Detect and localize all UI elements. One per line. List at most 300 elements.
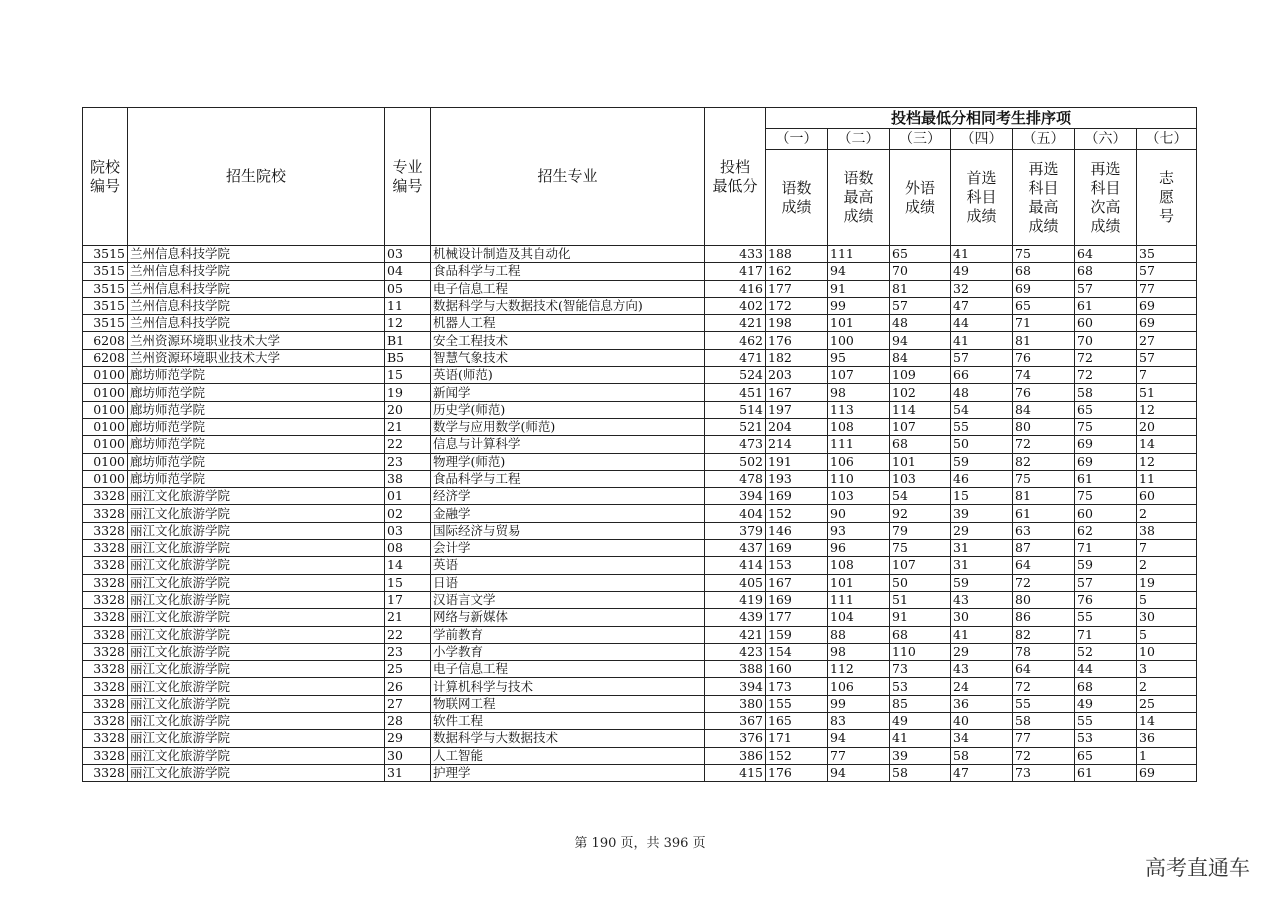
- cell-min-score: 414: [705, 557, 766, 574]
- cell-school-name: 丽江文化旅游学院: [128, 695, 385, 712]
- cell-school-code: 3515: [83, 246, 128, 263]
- cell-score-first: 44: [951, 315, 1013, 332]
- cell-wish-no: 3: [1137, 661, 1197, 678]
- cell-school-name: 丽江文化旅游学院: [128, 505, 385, 522]
- cell-score-second-next: 57: [1075, 574, 1137, 591]
- cell-score-yushu-max: 93: [828, 522, 890, 539]
- cell-score-first: 55: [951, 418, 1013, 435]
- cell-school-code: 0100: [83, 453, 128, 470]
- cell-major-code: 31: [385, 764, 431, 781]
- cell-major-name: 食品科学与工程: [431, 470, 705, 487]
- cell-school-name: 丽江文化旅游学院: [128, 713, 385, 730]
- cell-score-foreign: 85: [890, 695, 951, 712]
- cell-major-code: 03: [385, 522, 431, 539]
- header-order-5: （五）: [1013, 129, 1075, 150]
- cell-score-foreign: 109: [890, 367, 951, 384]
- cell-score-yushu-max: 94: [828, 764, 890, 781]
- cell-score-foreign: 110: [890, 643, 951, 660]
- table-row: [83, 332, 1197, 349]
- cell-school-code: 3328: [83, 643, 128, 660]
- cell-score-yushu: 177: [766, 280, 828, 297]
- cell-major-code: B1: [385, 332, 431, 349]
- cell-score-first: 24: [951, 678, 1013, 695]
- cell-score-first: 57: [951, 349, 1013, 366]
- cell-score-yushu-max: 90: [828, 505, 890, 522]
- cell-min-score: 462: [705, 332, 766, 349]
- cell-score-foreign: 51: [890, 591, 951, 608]
- cell-score-second-next: 60: [1075, 505, 1137, 522]
- cell-wish-no: 5: [1137, 591, 1197, 608]
- cell-school-name: 丽江文化旅游学院: [128, 643, 385, 660]
- cell-score-first: 49: [951, 263, 1013, 280]
- cell-major-name: 数据科学与大数据技术: [431, 730, 705, 747]
- cell-wish-no: 27: [1137, 332, 1197, 349]
- cell-major-name: 物理学(师范): [431, 453, 705, 470]
- cell-wish-no: 10: [1137, 643, 1197, 660]
- cell-score-first: 29: [951, 643, 1013, 660]
- cell-score-yushu-max: 104: [828, 609, 890, 626]
- cell-school-name: 丽江文化旅游学院: [128, 661, 385, 678]
- cell-score-second-max: 75: [1013, 470, 1075, 487]
- cell-score-first: 43: [951, 591, 1013, 608]
- cell-score-second-max: 81: [1013, 332, 1075, 349]
- cell-min-score: 394: [705, 488, 766, 505]
- table-row: [83, 401, 1197, 418]
- cell-score-first: 46: [951, 470, 1013, 487]
- cell-school-name: 丽江文化旅游学院: [128, 764, 385, 781]
- cell-school-name: 丽江文化旅游学院: [128, 730, 385, 747]
- cell-school-name: 丽江文化旅游学院: [128, 591, 385, 608]
- cell-score-second-max: 77: [1013, 730, 1075, 747]
- cell-wish-no: 14: [1137, 436, 1197, 453]
- cell-score-yushu: 193: [766, 470, 828, 487]
- cell-school-name: 廊坊师范学院: [128, 470, 385, 487]
- cell-wish-no: 2: [1137, 505, 1197, 522]
- cell-score-foreign: 79: [890, 522, 951, 539]
- cell-score-first: 31: [951, 557, 1013, 574]
- cell-wish-no: 51: [1137, 384, 1197, 401]
- cell-min-score: 405: [705, 574, 766, 591]
- cell-min-score: 386: [705, 747, 766, 764]
- cell-score-first: 59: [951, 574, 1013, 591]
- cell-wish-no: 35: [1137, 246, 1197, 263]
- table-row: [83, 522, 1197, 539]
- cell-score-second-max: 78: [1013, 643, 1075, 660]
- header-order-6: （六）: [1075, 129, 1137, 150]
- cell-major-name: 软件工程: [431, 713, 705, 730]
- cell-score-first: 15: [951, 488, 1013, 505]
- cell-score-second-max: 86: [1013, 609, 1075, 626]
- cell-school-name: 兰州信息科技学院: [128, 263, 385, 280]
- cell-score-first: 43: [951, 661, 1013, 678]
- table-row: [83, 349, 1197, 366]
- cell-major-code: 05: [385, 280, 431, 297]
- table-row: [83, 418, 1197, 435]
- cell-major-name: 电子信息工程: [431, 280, 705, 297]
- cell-score-first: 30: [951, 609, 1013, 626]
- cell-major-name: 历史学(师范): [431, 401, 705, 418]
- table-row: [83, 470, 1197, 487]
- cell-score-foreign: 75: [890, 540, 951, 557]
- cell-school-name: 丽江文化旅游学院: [128, 609, 385, 626]
- cell-score-yushu-max: 95: [828, 349, 890, 366]
- cell-wish-no: 60: [1137, 488, 1197, 505]
- cell-score-second-next: 69: [1075, 453, 1137, 470]
- cell-major-code: 08: [385, 540, 431, 557]
- cell-min-score: 419: [705, 591, 766, 608]
- cell-score-second-next: 55: [1075, 713, 1137, 730]
- cell-score-yushu-max: 111: [828, 246, 890, 263]
- header-order-1: （一）: [766, 129, 828, 150]
- cell-school-code: 3328: [83, 678, 128, 695]
- cell-score-second-max: 72: [1013, 574, 1075, 591]
- cell-wish-no: 5: [1137, 626, 1197, 643]
- cell-score-second-max: 69: [1013, 280, 1075, 297]
- cell-score-foreign: 84: [890, 349, 951, 366]
- cell-major-name: 电子信息工程: [431, 661, 705, 678]
- cell-score-yushu: 154: [766, 643, 828, 660]
- cell-wish-no: 69: [1137, 764, 1197, 781]
- cell-major-name: 安全工程技术: [431, 332, 705, 349]
- cell-school-code: 3328: [83, 626, 128, 643]
- table-row: [83, 609, 1197, 626]
- cell-major-code: 20: [385, 401, 431, 418]
- cell-major-name: 汉语言文学: [431, 591, 705, 608]
- table-row: [83, 643, 1197, 660]
- cell-score-foreign: 91: [890, 609, 951, 626]
- cell-school-name: 丽江文化旅游学院: [128, 522, 385, 539]
- cell-min-score: 379: [705, 522, 766, 539]
- cell-score-second-next: 53: [1075, 730, 1137, 747]
- cell-school-name: 廊坊师范学院: [128, 401, 385, 418]
- cell-score-yushu: 172: [766, 297, 828, 314]
- cell-wish-no: 20: [1137, 418, 1197, 435]
- cell-major-name: 英语: [431, 557, 705, 574]
- cell-major-name: 物联网工程: [431, 695, 705, 712]
- cell-school-code: 3328: [83, 505, 128, 522]
- cell-score-yushu: 165: [766, 713, 828, 730]
- cell-school-code: 3328: [83, 522, 128, 539]
- cell-score-second-max: 65: [1013, 297, 1075, 314]
- cell-score-second-next: 62: [1075, 522, 1137, 539]
- cell-major-name: 食品科学与工程: [431, 263, 705, 280]
- cell-score-first: 59: [951, 453, 1013, 470]
- cell-wish-no: 2: [1137, 557, 1197, 574]
- cell-min-score: 514: [705, 401, 766, 418]
- cell-score-first: 47: [951, 297, 1013, 314]
- cell-major-code: 03: [385, 246, 431, 263]
- cell-major-code: 15: [385, 574, 431, 591]
- cell-score-yushu-max: 96: [828, 540, 890, 557]
- cell-major-name: 日语: [431, 574, 705, 591]
- cell-school-code: 3328: [83, 695, 128, 712]
- table-row: [83, 297, 1197, 314]
- cell-score-yushu-max: 107: [828, 367, 890, 384]
- cell-score-second-next: 60: [1075, 315, 1137, 332]
- cell-score-foreign: 50: [890, 574, 951, 591]
- header-major-name: 招生专业: [431, 108, 705, 246]
- cell-wish-no: 69: [1137, 297, 1197, 314]
- admission-score-table: [82, 107, 1197, 782]
- cell-major-code: 28: [385, 713, 431, 730]
- cell-min-score: 437: [705, 540, 766, 557]
- cell-school-name: 兰州资源环境职业技术大学: [128, 332, 385, 349]
- cell-score-second-next: 75: [1075, 418, 1137, 435]
- cell-score-second-next: 69: [1075, 436, 1137, 453]
- cell-school-code: 3328: [83, 730, 128, 747]
- cell-major-name: 新闻学: [431, 384, 705, 401]
- cell-major-code: 17: [385, 591, 431, 608]
- cell-major-name: 信息与计算科学: [431, 436, 705, 453]
- cell-wish-no: 11: [1137, 470, 1197, 487]
- cell-score-first: 41: [951, 626, 1013, 643]
- cell-score-second-max: 63: [1013, 522, 1075, 539]
- table-row: [83, 315, 1197, 332]
- table-row: [83, 488, 1197, 505]
- cell-school-code: 0100: [83, 384, 128, 401]
- cell-score-first: 58: [951, 747, 1013, 764]
- cell-score-first: 50: [951, 436, 1013, 453]
- cell-wish-no: 38: [1137, 522, 1197, 539]
- cell-score-yushu: 188: [766, 246, 828, 263]
- header-order-col-6: 再选 科目 次高 成绩: [1075, 150, 1137, 246]
- table-row: [83, 453, 1197, 470]
- cell-school-name: 廊坊师范学院: [128, 384, 385, 401]
- cell-major-name: 计算机科学与技术: [431, 678, 705, 695]
- cell-school-name: 丽江文化旅游学院: [128, 557, 385, 574]
- cell-school-code: 3328: [83, 609, 128, 626]
- cell-score-yushu: 160: [766, 661, 828, 678]
- cell-score-foreign: 70: [890, 263, 951, 280]
- cell-school-code: 3515: [83, 263, 128, 280]
- cell-score-second-max: 71: [1013, 315, 1075, 332]
- cell-school-name: 兰州信息科技学院: [128, 246, 385, 263]
- table-body: [83, 246, 1197, 782]
- cell-score-second-next: 71: [1075, 626, 1137, 643]
- table-header: [83, 108, 1197, 246]
- table-row: [83, 505, 1197, 522]
- cell-score-second-next: 72: [1075, 349, 1137, 366]
- cell-score-foreign: 107: [890, 418, 951, 435]
- cell-score-first: 48: [951, 384, 1013, 401]
- cell-score-yushu-max: 98: [828, 643, 890, 660]
- watermark: 高考直通车: [1145, 856, 1250, 880]
- cell-score-first: 40: [951, 713, 1013, 730]
- cell-score-second-max: 76: [1013, 349, 1075, 366]
- table-row: [83, 246, 1197, 263]
- cell-score-first: 34: [951, 730, 1013, 747]
- cell-major-code: 25: [385, 661, 431, 678]
- cell-score-yushu: 191: [766, 453, 828, 470]
- cell-score-yushu: 153: [766, 557, 828, 574]
- cell-score-yushu-max: 77: [828, 747, 890, 764]
- cell-score-foreign: 107: [890, 557, 951, 574]
- cell-min-score: 433: [705, 246, 766, 263]
- table-row: [83, 661, 1197, 678]
- cell-score-yushu-max: 101: [828, 315, 890, 332]
- cell-score-foreign: 101: [890, 453, 951, 470]
- header-order-7: （七）: [1137, 129, 1197, 150]
- cell-score-second-max: 68: [1013, 263, 1075, 280]
- cell-score-yushu: 155: [766, 695, 828, 712]
- cell-score-foreign: 65: [890, 246, 951, 263]
- cell-school-name: 廊坊师范学院: [128, 367, 385, 384]
- header-order-col-2: 语数 最高 成绩: [828, 150, 890, 246]
- table-row: [83, 557, 1197, 574]
- cell-major-code: 22: [385, 626, 431, 643]
- cell-score-second-max: 72: [1013, 678, 1075, 695]
- cell-school-code: 0100: [83, 401, 128, 418]
- cell-score-second-max: 87: [1013, 540, 1075, 557]
- cell-min-score: 502: [705, 453, 766, 470]
- cell-score-first: 66: [951, 367, 1013, 384]
- cell-wish-no: 30: [1137, 609, 1197, 626]
- cell-school-name: 廊坊师范学院: [128, 436, 385, 453]
- cell-min-score: 439: [705, 609, 766, 626]
- cell-score-second-next: 61: [1075, 470, 1137, 487]
- header-order-col-4: 首选 科目 成绩: [951, 150, 1013, 246]
- cell-major-name: 小学教育: [431, 643, 705, 660]
- cell-score-second-next: 65: [1075, 747, 1137, 764]
- table-row: [83, 540, 1197, 557]
- cell-score-yushu-max: 112: [828, 661, 890, 678]
- cell-wish-no: 7: [1137, 367, 1197, 384]
- cell-score-yushu: 176: [766, 332, 828, 349]
- cell-score-foreign: 41: [890, 730, 951, 747]
- cell-min-score: 388: [705, 661, 766, 678]
- header-min-score: 投档 最低分: [705, 108, 766, 246]
- cell-score-yushu-max: 83: [828, 713, 890, 730]
- table-row: [83, 436, 1197, 453]
- table-row: [83, 747, 1197, 764]
- cell-score-foreign: 54: [890, 488, 951, 505]
- cell-min-score: 367: [705, 713, 766, 730]
- cell-wish-no: 69: [1137, 315, 1197, 332]
- cell-score-second-max: 72: [1013, 747, 1075, 764]
- cell-min-score: 478: [705, 470, 766, 487]
- cell-score-yushu: 198: [766, 315, 828, 332]
- cell-wish-no: 12: [1137, 401, 1197, 418]
- cell-score-second-max: 72: [1013, 436, 1075, 453]
- cell-school-code: 3328: [83, 488, 128, 505]
- cell-score-foreign: 57: [890, 297, 951, 314]
- cell-school-code: 3328: [83, 574, 128, 591]
- cell-school-name: 廊坊师范学院: [128, 418, 385, 435]
- cell-score-second-max: 64: [1013, 661, 1075, 678]
- cell-wish-no: 12: [1137, 453, 1197, 470]
- cell-school-code: 3328: [83, 747, 128, 764]
- cell-major-code: 27: [385, 695, 431, 712]
- cell-wish-no: 7: [1137, 540, 1197, 557]
- cell-score-second-max: 82: [1013, 626, 1075, 643]
- cell-score-second-max: 76: [1013, 384, 1075, 401]
- cell-score-foreign: 39: [890, 747, 951, 764]
- cell-score-second-next: 49: [1075, 695, 1137, 712]
- cell-score-yushu-max: 101: [828, 574, 890, 591]
- header-order-4: （四）: [951, 129, 1013, 150]
- cell-school-code: 6208: [83, 332, 128, 349]
- cell-score-yushu-max: 113: [828, 401, 890, 418]
- cell-score-second-next: 71: [1075, 540, 1137, 557]
- cell-school-name: 丽江文化旅游学院: [128, 626, 385, 643]
- cell-major-code: 23: [385, 453, 431, 470]
- cell-wish-no: 77: [1137, 280, 1197, 297]
- cell-score-yushu: 159: [766, 626, 828, 643]
- cell-min-score: 416: [705, 280, 766, 297]
- cell-score-second-max: 81: [1013, 488, 1075, 505]
- cell-major-code: 14: [385, 557, 431, 574]
- cell-major-code: 29: [385, 730, 431, 747]
- cell-score-second-next: 61: [1075, 297, 1137, 314]
- cell-school-name: 丽江文化旅游学院: [128, 540, 385, 557]
- cell-school-code: 3328: [83, 557, 128, 574]
- cell-score-yushu: 152: [766, 505, 828, 522]
- header-tiebreak-group: 投档最低分相同考生排序项: [766, 108, 1197, 129]
- cell-score-yushu: 146: [766, 522, 828, 539]
- cell-score-first: 31: [951, 540, 1013, 557]
- cell-major-name: 智慧气象技术: [431, 349, 705, 366]
- cell-major-name: 学前教育: [431, 626, 705, 643]
- cell-score-foreign: 103: [890, 470, 951, 487]
- cell-major-code: 12: [385, 315, 431, 332]
- cell-major-name: 金融学: [431, 505, 705, 522]
- cell-school-name: 丽江文化旅游学院: [128, 747, 385, 764]
- cell-score-foreign: 114: [890, 401, 951, 418]
- cell-score-yushu: 167: [766, 384, 828, 401]
- cell-score-foreign: 53: [890, 678, 951, 695]
- cell-score-yushu: 197: [766, 401, 828, 418]
- cell-score-second-next: 64: [1075, 246, 1137, 263]
- cell-school-code: 6208: [83, 349, 128, 366]
- cell-major-code: B5: [385, 349, 431, 366]
- cell-score-yushu-max: 91: [828, 280, 890, 297]
- cell-score-yushu-max: 106: [828, 678, 890, 695]
- cell-major-name: 国际经济与贸易: [431, 522, 705, 539]
- cell-school-name: 兰州资源环境职业技术大学: [128, 349, 385, 366]
- cell-school-code: 3328: [83, 540, 128, 557]
- cell-score-second-max: 61: [1013, 505, 1075, 522]
- cell-score-first: 54: [951, 401, 1013, 418]
- cell-score-second-max: 82: [1013, 453, 1075, 470]
- cell-major-code: 02: [385, 505, 431, 522]
- cell-score-yushu-max: 94: [828, 730, 890, 747]
- cell-school-code: 0100: [83, 436, 128, 453]
- cell-min-score: 473: [705, 436, 766, 453]
- cell-school-name: 兰州信息科技学院: [128, 315, 385, 332]
- cell-wish-no: 36: [1137, 730, 1197, 747]
- cell-score-foreign: 49: [890, 713, 951, 730]
- cell-score-second-max: 73: [1013, 764, 1075, 781]
- header-order-col-5: 再选 科目 最高 成绩: [1013, 150, 1075, 246]
- cell-score-second-next: 70: [1075, 332, 1137, 349]
- cell-school-code: 3328: [83, 713, 128, 730]
- cell-score-second-max: 84: [1013, 401, 1075, 418]
- cell-score-yushu: 214: [766, 436, 828, 453]
- cell-score-foreign: 73: [890, 661, 951, 678]
- cell-score-second-next: 59: [1075, 557, 1137, 574]
- cell-score-first: 29: [951, 522, 1013, 539]
- cell-wish-no: 25: [1137, 695, 1197, 712]
- cell-score-foreign: 68: [890, 626, 951, 643]
- cell-score-yushu: 171: [766, 730, 828, 747]
- cell-score-foreign: 102: [890, 384, 951, 401]
- cell-score-yushu-max: 111: [828, 436, 890, 453]
- cell-min-score: 417: [705, 263, 766, 280]
- cell-school-code: 3328: [83, 591, 128, 608]
- table-row: [83, 713, 1197, 730]
- cell-school-code: 0100: [83, 418, 128, 435]
- cell-score-yushu-max: 94: [828, 263, 890, 280]
